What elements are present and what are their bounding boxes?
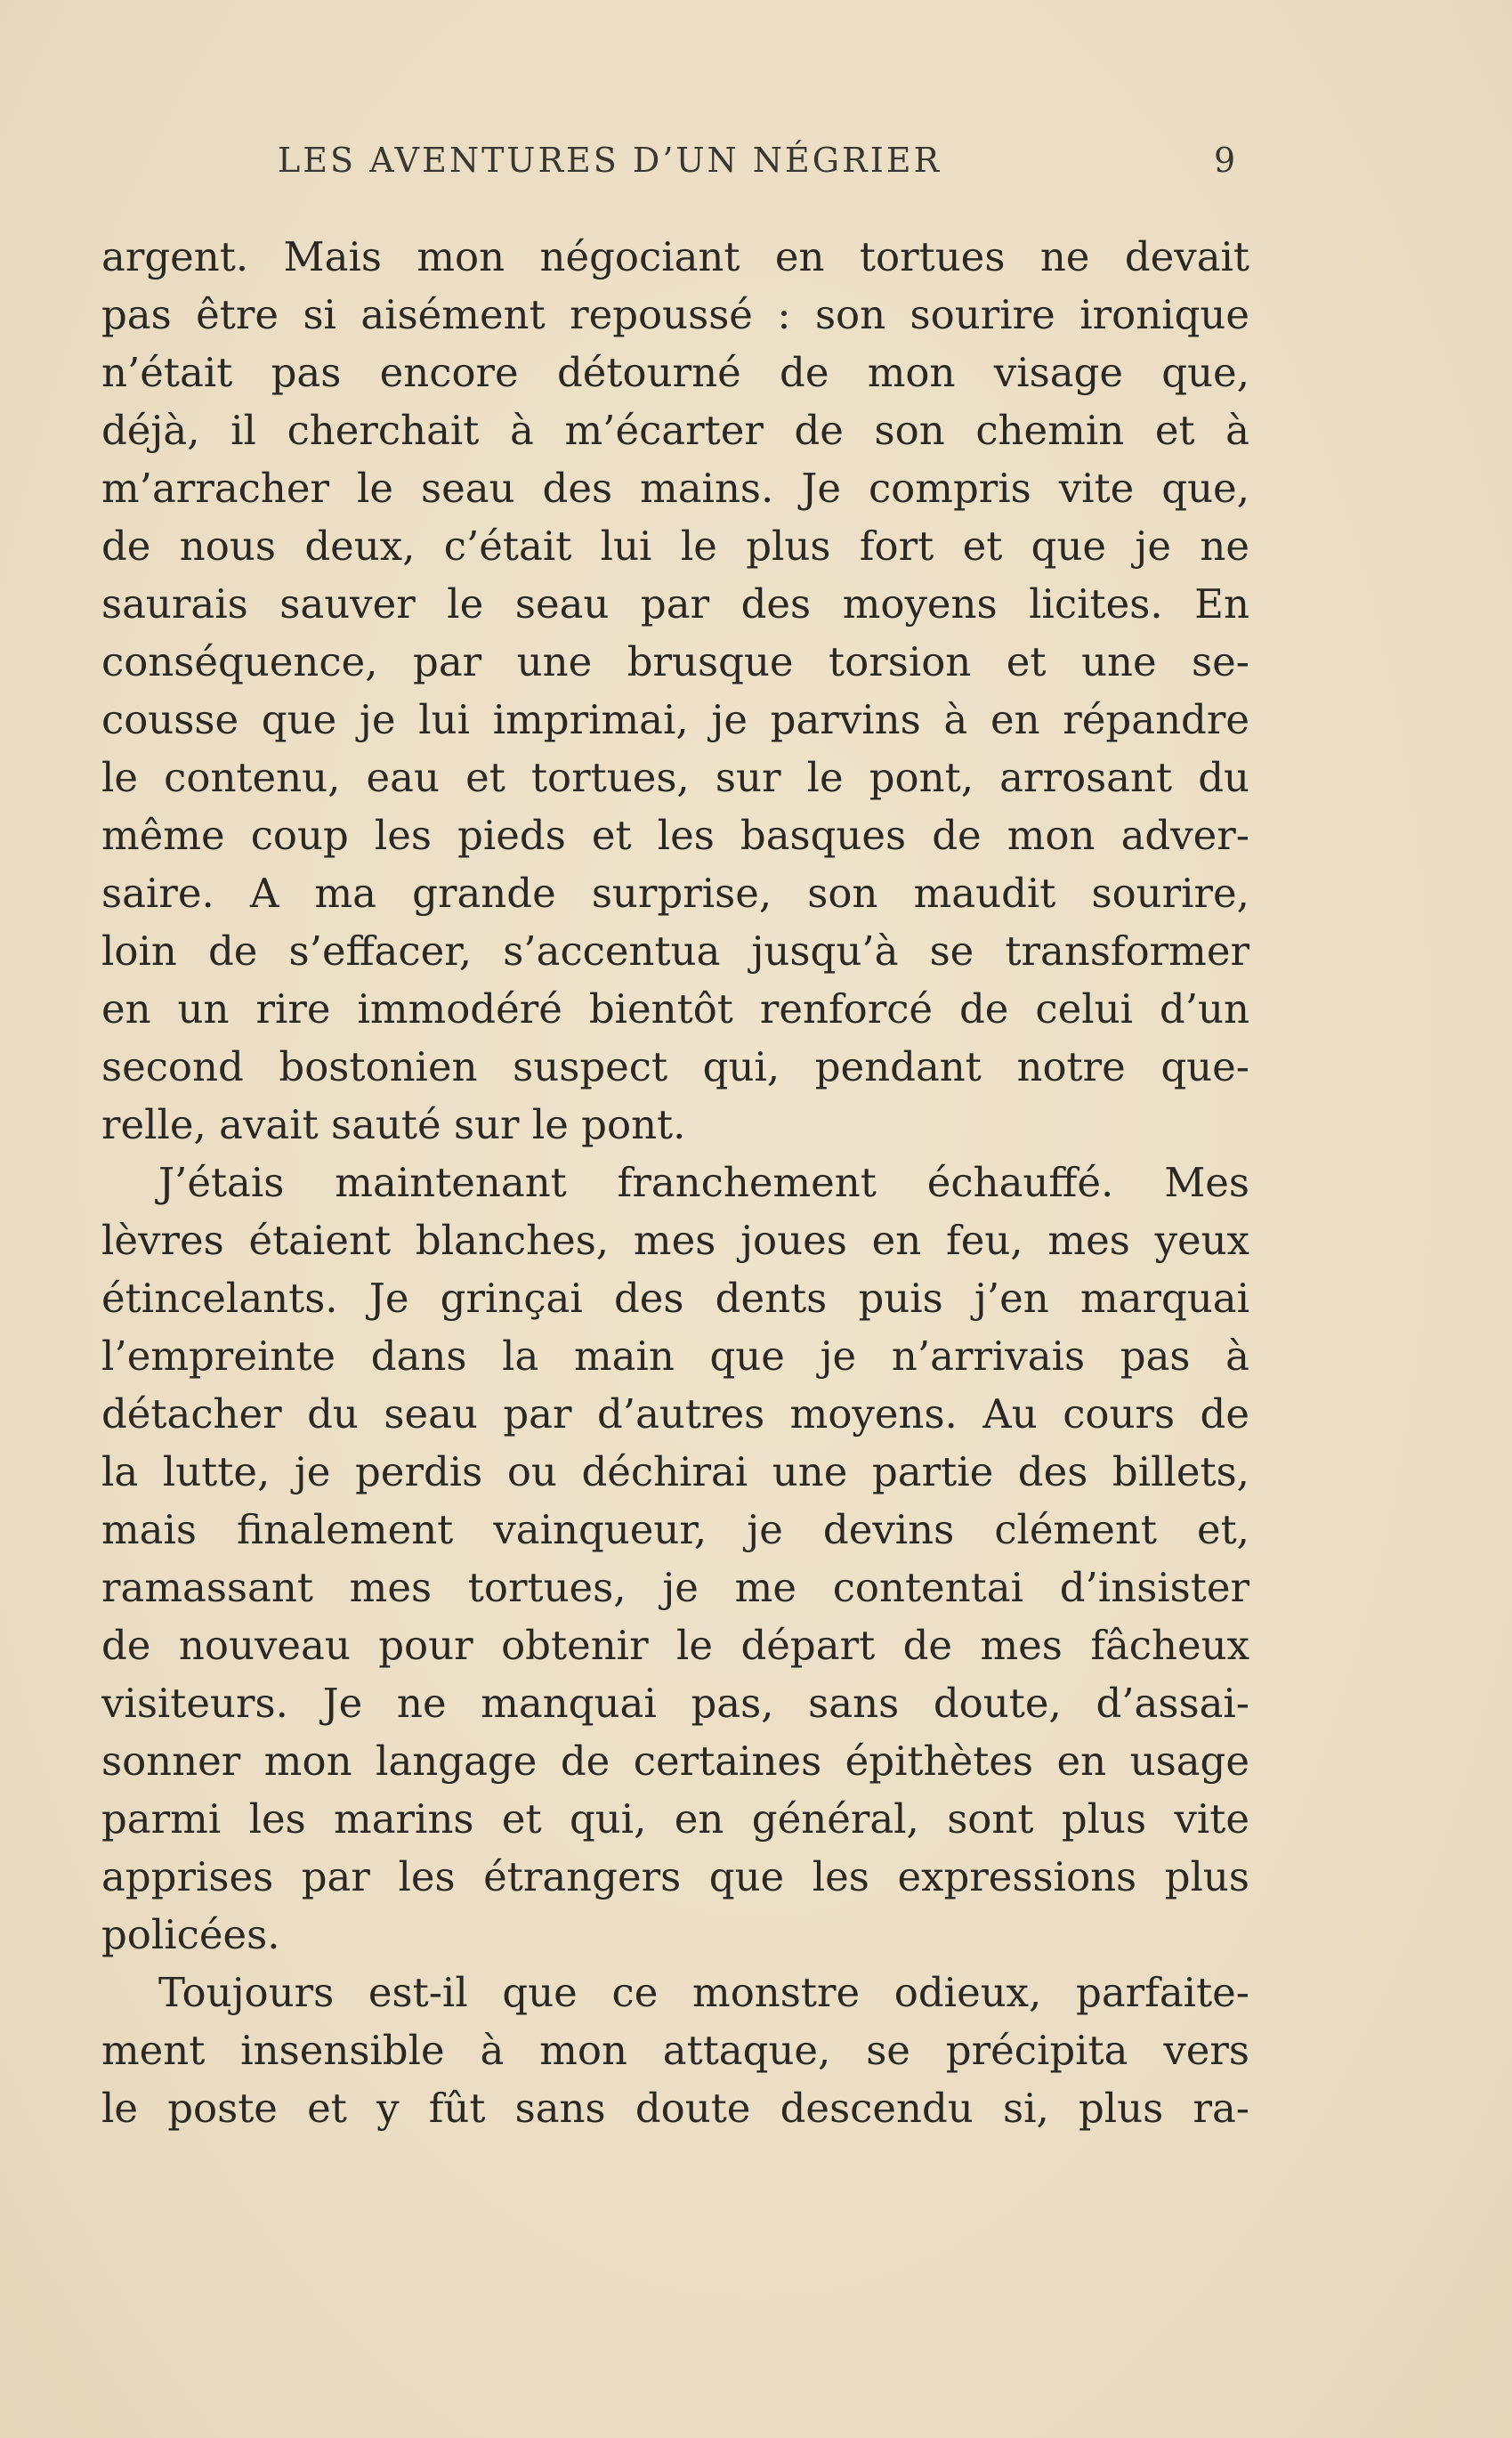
text-line: loin de s’effacer, s’accentua jusqu’à se transformer [101,927,1249,975]
text-line: sonner mon langage de certaines épithètes en usage [101,1737,1249,1785]
text-line: le poste et y fût sans doute descendu si, plus ra- [101,2085,1249,2132]
text-line: l’empreinte dans la main que je n’arrivais pas à [101,1332,1249,1380]
paragraph-start-line: J’étais maintenant franchement échauffé. Mes [158,1159,1249,1206]
paragraph-start-line: Toujours est-il que ce monstre odieux, parfaite- [158,1969,1249,2016]
text-line: visiteurs. Je ne manquai pas, sans doute, d’assai- [101,1680,1249,1727]
paragraph-end-line: policées. [101,1911,280,1958]
text-line: en un rire immodéré bientôt renforcé de celui d’un [101,985,1249,1033]
text-line: conséquence, par une brusque torsion et une se- [101,638,1249,685]
text-line: n’était pas encore détourné de mon visage que, [101,349,1249,396]
text-line: la lutte, je perdis ou déchirai une partie des billets, [101,1448,1249,1495]
text-line: ment insensible à mon attaque, se précipita vers [101,2027,1249,2074]
text-line: argent. Mais mon négociant en tortues ne devait [101,233,1249,280]
text-line: m’arracher le seau des mains. Je compris vite que, [101,465,1249,512]
text-line: étincelants. Je grinçai des dents puis j’en marquai [101,1275,1249,1322]
paragraph-end-line: relle, avait sauté sur le pont. [101,1101,686,1148]
text-line: même coup les pieds et les basques de mon adver- [101,812,1249,859]
text-line: mais finalement vainqueur, je devins clément et, [101,1506,1249,1553]
text-line: ramassant mes tortues, je me contentai d’insister [101,1564,1249,1611]
running-title: LES AVENTURES D’UN NÉGRIER [278,141,942,180]
body-text [101,228,1249,2137]
text-line: cousse que je lui imprimai, je parvins à en répandre [101,696,1249,743]
text-line: saire. A ma grande surprise, son maudit sourire, [101,870,1249,917]
text-line: saurais sauver le seau par des moyens licites. En [101,580,1249,628]
text-line: de nous deux, c’était lui le plus fort et que je ne [101,522,1249,570]
text-line: pas être si aisément repoussé : son sourire ironique [101,291,1249,338]
text-line: détacher du seau par d’autres moyens. Au cours de [101,1390,1249,1438]
text-line: de nouveau pour obtenir le départ de mes fâcheux [101,1622,1249,1669]
text-line: déjà, il cherchait à m’écarter de son chemin et à [101,407,1249,454]
text-line: second bostonien suspect qui, pendant notre que- [101,1043,1249,1090]
text-line: parmi les marins et qui, en général, sont plus vite [101,1795,1249,1843]
text-line: lèvres étaient blanches, mes joues en feu, mes yeux [101,1217,1249,1264]
text-line: apprises par les étrangers que les expressions plus [101,1853,1249,1900]
page-number: 9 [1214,141,1236,180]
text-line: le contenu, eau et tortues, sur le pont, arrosant du [101,754,1249,801]
